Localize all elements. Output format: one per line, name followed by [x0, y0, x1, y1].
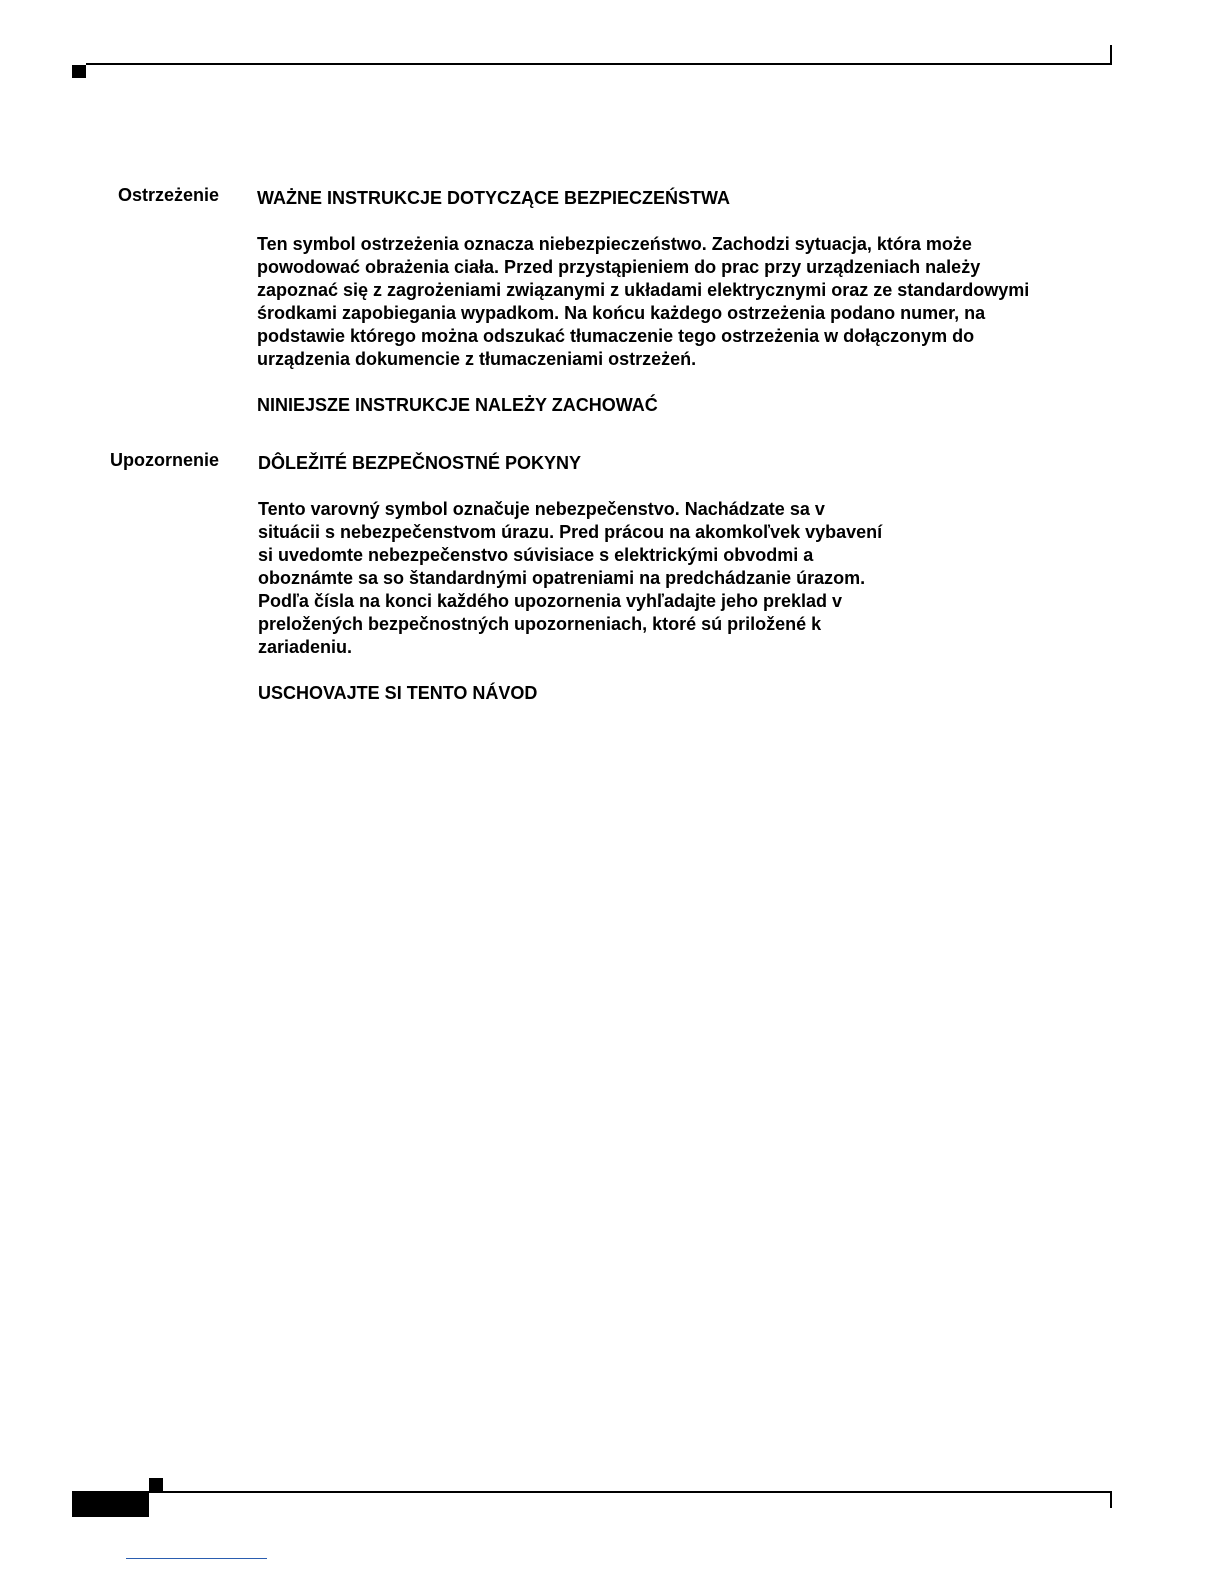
header-end-tick	[1110, 45, 1112, 65]
footer-link-underline[interactable]	[126, 1558, 267, 1559]
warning-line: zariadeniu.	[258, 637, 353, 657]
footer-small-block	[149, 1478, 163, 1491]
warning-line: środkami zapobiegania wypadkom. Na końcu każdego ostrzeżenia podano numer, na	[257, 303, 986, 323]
warning-body	[258, 452, 882, 705]
warning-line: Tento varovný symbol označuje nebezpečenstvo. Nachádzate sa v	[258, 499, 825, 519]
warning-paragraph	[257, 233, 1029, 371]
warning-line: urządzenia dokumencie z tłumaczeniami ostrzeżeń.	[257, 349, 697, 369]
warning-line: powodować obrażenia ciała. Przed przystąpieniem do prac przy urządzeniach należy	[257, 257, 981, 277]
warning-label: Upozornenie	[109, 450, 219, 470]
footer-rule	[149, 1491, 1112, 1493]
warning-body	[257, 187, 1029, 417]
warning-line: zapoznać się z zagrożeniami związanymi z układami elektrycznymi oraz ze standardowymi	[257, 280, 1030, 300]
warning-line: preložených bezpečnostných upozorneniach, ktoré sú priložené k	[258, 614, 822, 634]
warning-heading: WAŻNE INSTRUKCJE DOTYCZĄCE BEZPIECZEŃSTWA	[257, 188, 731, 208]
footer-end-tick	[1110, 1493, 1112, 1508]
footer-page-tab	[72, 1491, 149, 1517]
warning-line: oboznámte sa so štandardnými opatreniami na predchádzanie úrazom.	[258, 568, 866, 588]
warning-heading: DÔLEŽITÉ BEZPEČNOSTNÉ POKYNY	[258, 453, 582, 473]
warning-line: Ten symbol ostrzeżenia oznacza niebezpieczeństwo. Zachodzi sytuacja, która może	[257, 234, 972, 254]
warning-paragraph	[258, 498, 882, 659]
warning-footer: USCHOVAJTE SI TENTO NÁVOD	[258, 683, 538, 703]
warning-label: Ostrzeżenie	[117, 185, 219, 205]
warning-footer: NINIEJSZE INSTRUKCJE NALEŻY ZACHOWAĆ	[257, 395, 658, 415]
header-corner-block	[72, 65, 86, 78]
warning-line: si uvedomte nebezpečenstvo súvisiace s elektrickými obvodmi a	[258, 545, 814, 565]
warning-line: podstawie którego można odszukać tłumaczenie tego ostrzeżenia w dołączonym do	[257, 326, 975, 346]
warning-line: situácii s nebezpečenstvom úrazu. Pred prácou na akomkoľvek vybavení	[258, 522, 883, 542]
header-rule	[86, 63, 1112, 65]
warning-line: Podľa čísla na konci každého upozornenia vyhľadajte jeho preklad v	[258, 591, 843, 611]
